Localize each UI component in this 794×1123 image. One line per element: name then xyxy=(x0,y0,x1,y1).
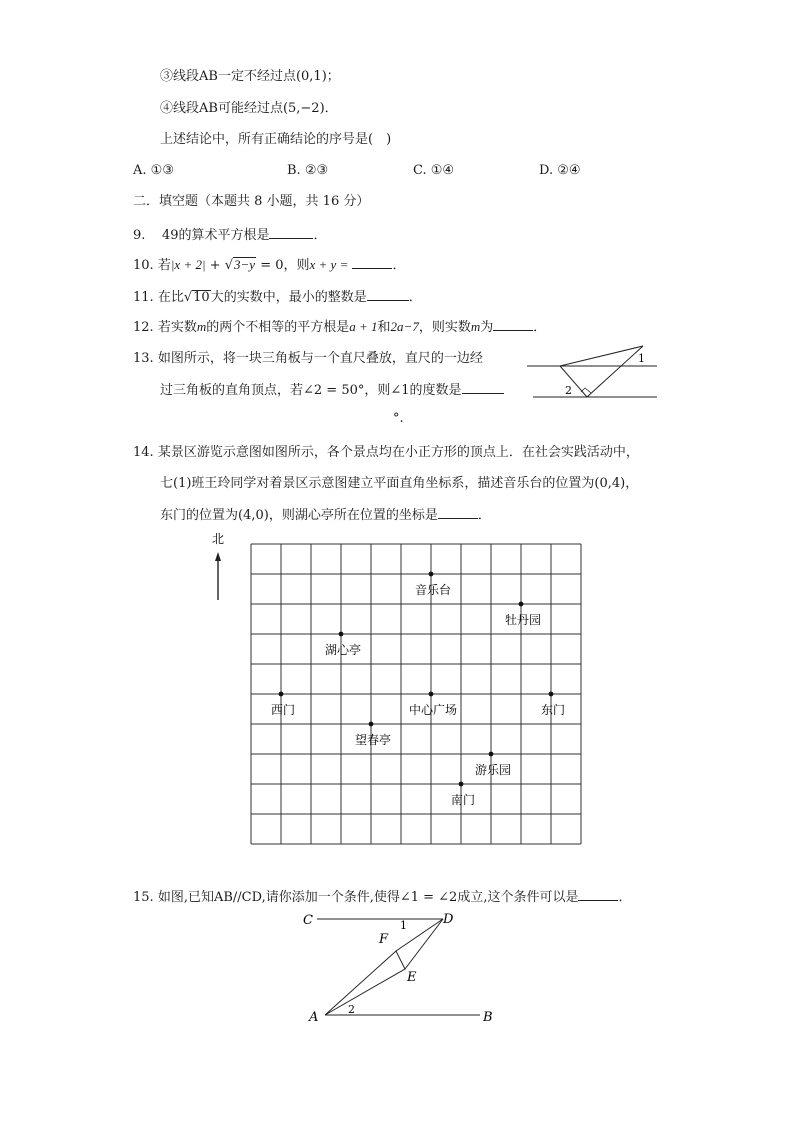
question-14-line3: 东门的位置为(4,0)，则湖心亭所在位置的坐标是 ． xyxy=(160,508,491,523)
point-b-label: B xyxy=(483,1010,493,1025)
north-arrow-icon xyxy=(215,552,221,561)
place-dot xyxy=(489,752,494,757)
place-label: 东门 xyxy=(540,703,566,717)
segment-ed xyxy=(405,919,443,969)
q8-question: 上述结论中，所有正确结论的序号是( ) xyxy=(160,132,392,147)
question-10: 10. 若|x + 2| + √3−y = 0，则x + y = ． xyxy=(133,257,406,273)
question-13-line1: 13. 如图所示，将一块三角板与一个直尺叠放，直尺的一边经 xyxy=(133,351,483,366)
place-label: 音乐台 xyxy=(414,583,452,597)
place-label: 游乐园 xyxy=(474,763,512,777)
section-title: 二．填空题（本题共 8 小题，共 16 分） xyxy=(133,194,370,209)
question-14-line2: 七(1)班王玲同学对着景区示意图建立平面直角坐标系，描述音乐台的位置为(0,4)， xyxy=(160,476,639,491)
question-11: 11. 在比√10大的实数中，最小的整数是 ． xyxy=(133,290,422,305)
question-9: 9. 49的算术平方根是 ． xyxy=(133,228,327,243)
point-e-label: E xyxy=(407,970,417,985)
option-b[interactable]: B. ②③ xyxy=(287,163,329,178)
point-d-label: D xyxy=(443,912,454,927)
triangle xyxy=(560,346,643,397)
question-14-line1: 14. 某景区游览示意图如图所示，各个景点均在小正方形的顶点上．在社会实践活动中， xyxy=(133,445,639,460)
place-dot xyxy=(549,692,554,697)
place-dot xyxy=(429,572,434,577)
place-dot xyxy=(429,692,434,697)
parallel-lines-figure xyxy=(295,905,505,1030)
place-label: 西门 xyxy=(270,703,296,717)
place-dot xyxy=(279,692,284,697)
angle-2-label: 2 xyxy=(565,384,572,397)
q8-item3: ③线段AB一定不经过点(0,1)； xyxy=(160,69,340,84)
answer-blank[interactable] xyxy=(269,226,313,239)
place-label: 中心广场 xyxy=(408,703,458,717)
place-label: 湖心亭 xyxy=(324,643,362,657)
option-a[interactable]: A. ①③ xyxy=(133,163,174,178)
angle-1-label: 1 xyxy=(638,352,645,365)
answer-blank[interactable] xyxy=(352,256,392,269)
place-label: 南门 xyxy=(450,793,476,807)
angle-1-label: 1 xyxy=(400,919,407,932)
place-label: 望春亭 xyxy=(354,733,392,747)
question-12: 12. 若实数m的两个不相等的平方根是a + 1和2a−7，则实数m为 ． xyxy=(133,319,547,335)
question-13-line3: °. xyxy=(393,411,404,426)
q8-item4: ④线段AB可能经过点(5,−2)． xyxy=(160,101,338,116)
answer-blank[interactable] xyxy=(493,318,533,331)
place-dot xyxy=(519,602,524,607)
option-c[interactable]: C. ①④ xyxy=(413,163,455,178)
question-15: 15. 如图,已知AB//CD,请你添加一个条件,使得∠1 = ∠2成立,这个条件可以是 ． xyxy=(133,890,632,905)
place-label: 牡丹园 xyxy=(504,613,542,627)
answer-blank[interactable] xyxy=(462,381,504,394)
ruler-triangle-figure xyxy=(525,340,665,402)
answer-blank[interactable] xyxy=(578,888,618,901)
answer-blank[interactable] xyxy=(367,288,409,301)
point-c-label: C xyxy=(303,913,313,928)
answer-blank[interactable] xyxy=(438,506,478,519)
point-a-label: A xyxy=(309,1010,319,1025)
question-13-line2: 过三角板的直角顶点，若∠2 = 50°，则∠1的度数是 xyxy=(160,381,504,400)
angle-2-label: 2 xyxy=(348,1003,355,1016)
north-label: 北 xyxy=(212,532,225,546)
scenic-area-map xyxy=(200,528,600,848)
place-dot xyxy=(369,722,374,727)
place-dot xyxy=(339,632,344,637)
option-d[interactable]: D. ②④ xyxy=(539,163,581,178)
segment-af-fe-ea xyxy=(325,951,405,1015)
place-dot xyxy=(459,782,464,787)
point-f-label: F xyxy=(379,932,389,947)
